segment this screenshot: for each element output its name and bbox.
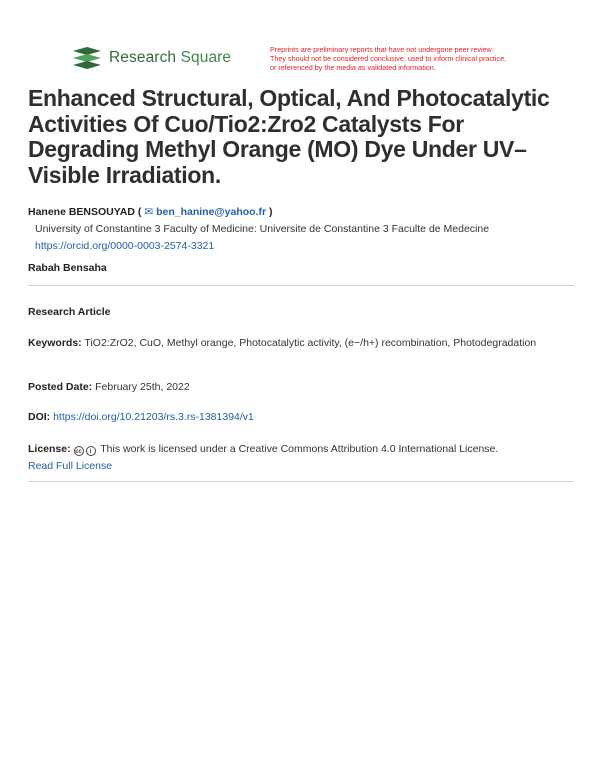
author-primary: Hanene BENSOUYAD ( ✉ ben_hanine@yahoo.fr ) bbox=[28, 206, 273, 218]
research-square-logo[interactable] bbox=[73, 47, 231, 69]
author-affiliation: University of Constantine 3 Faculty of Medicine: Universite de Constantine 3 Faculte de Medecine bbox=[35, 223, 490, 235]
envelope-icon: ✉ bbox=[144, 206, 154, 218]
license: License: cc i This work is licensed under a Creative Commons Attribution 4.0 International License. Read Full License bbox=[28, 441, 574, 475]
paper-title: Enhanced Structural, Optical, And Photocatalytic Activities Of Cuo/Tio2:Zro2 Catalysts For Degrading Methyl Orange (MO) Dye Under UV–Visible Irradiation. bbox=[28, 85, 550, 188]
posted-date-value: February 25th, 2022 bbox=[95, 381, 190, 393]
brand-name: Research Square bbox=[109, 49, 232, 66]
doi-link[interactable]: https://doi.org/10.21203/rs.3.rs-1381394/v1 bbox=[53, 411, 254, 423]
posted-date: Posted Date: February 25th, 2022 bbox=[28, 381, 190, 393]
keywords: Keywords: TiO2:ZrO2, CuO, Methyl orange, Photocatalytic activity, (e−/h+) recombination, Photodegradation bbox=[28, 337, 537, 349]
doi: DOI: https://doi.org/10.21203/rs.3.rs-1381394/v1 bbox=[28, 411, 254, 423]
attribution-icon: i bbox=[86, 446, 96, 456]
divider bbox=[28, 481, 574, 482]
article-type: Research Article bbox=[28, 306, 111, 318]
divider bbox=[28, 285, 574, 286]
license-text: This work is licensed under a Creative Commons Attribution 4.0 International License. bbox=[100, 443, 499, 455]
read-full-license-link[interactable]: Read Full License bbox=[28, 460, 113, 472]
orcid-link[interactable]: https://orcid.org/0000-0003-2574-3321 bbox=[35, 240, 215, 252]
cc-icon: cc bbox=[74, 446, 84, 456]
author-secondary: Rabah Bensaha bbox=[28, 262, 107, 274]
preprint-disclaimer: Preprints are preliminary reports that have not undergone peer review. They should not be considered conclusive, used to inform clinical practice, or referenced by the media as validated information. bbox=[270, 45, 507, 72]
keywords-value: TiO2:ZrO2, CuO, Methyl orange, Photocatalytic activity, (e−/h+) recombination, Photodegradation bbox=[84, 337, 537, 349]
author-name: Hanene BENSOUYAD bbox=[28, 206, 135, 218]
author-email-link[interactable]: ✉ ben_hanine@yahoo.fr bbox=[144, 206, 267, 218]
research-square-logo-icon bbox=[73, 47, 103, 69]
